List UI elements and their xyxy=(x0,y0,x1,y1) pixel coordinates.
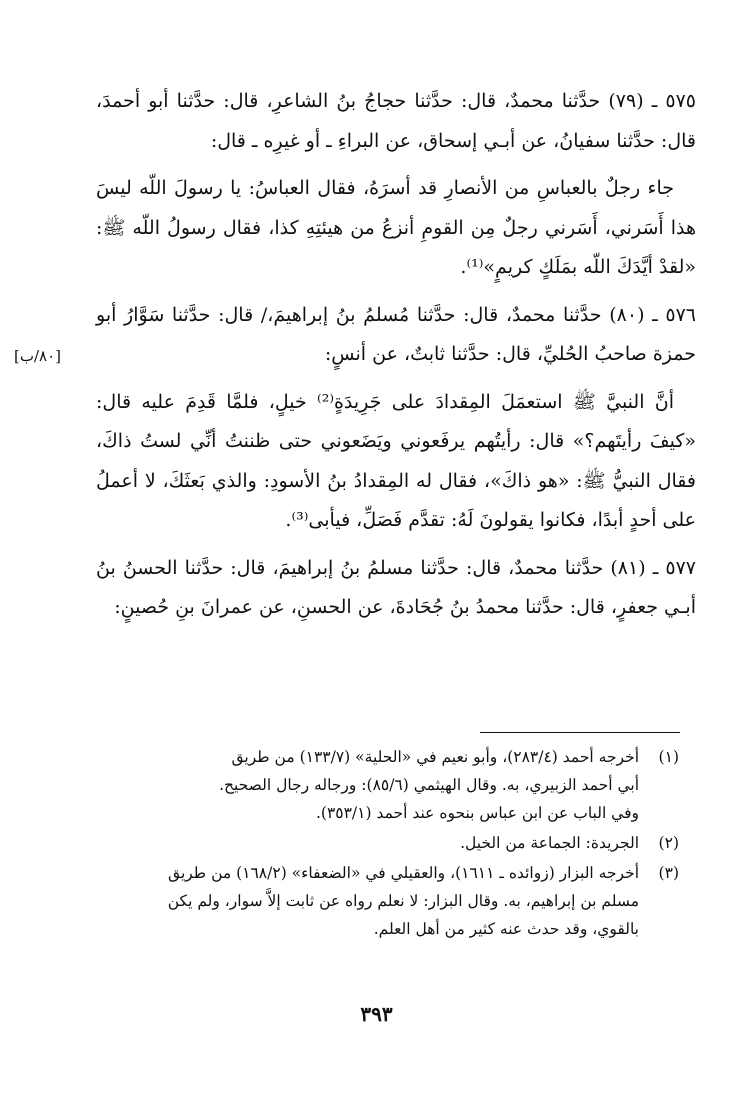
hadith-575-matn: جاء رجلٌ بالعباسِ من الأنصارِ قد أسرَهُ، فقال العباسُ: يا رسولَ اللّه ليسَ هذا أَسَرني، أَسَرني رجلٌ مِن القومِ أنزعُ من هيئتِهِ كذا، فقال رسولُ اللّه ﷺ: «لقدْ أيَّدَكَ اللّه بمَلَكٍ كريمٍ»⁽¹⁾. xyxy=(96,177,696,278)
footnote-line: أخرجه البزار (زوائده ـ ١٦١١)، والعقيلي في «الضعفاء» (١٦٨/٢) من طريق xyxy=(168,864,639,882)
footnote-number: (٢) xyxy=(658,834,679,852)
hadith-577-isnad: ٥٧٧ ـ (٨١) حدَّثنا محمدٌ، قال: حدَّثنا مسلمُ بنُ إبراهيمَ، قال: حدَّثنا الحسنُ بنُ أبـي جعفرٍ، قال: حدَّثنا محمدُ بنُ جُحَادةَ، عن الحسنِ، عن عمرانَ بنِ حُصينٍ: xyxy=(96,556,696,618)
footnote-line: مسلم بن إبراهيم، به. وقال البزار: لا نعلم رواه عن ثابت إلاَّ سوار، ولم يكن xyxy=(167,892,639,910)
footnote-line: الجريدة: الجماعة من الخيل. xyxy=(460,834,639,852)
footnote-number: (١) xyxy=(658,748,679,766)
hadith-576-isnad: ٥٧٦ ـ (٨٠) حدَّثنا محمدٌ، قال: حدَّثنا مُسلمُ بنُ إبراهيمَ،/ قال: حدَّثنا سَوَّارُ أبو حمزة صاحبُ الحُليِّ، قال: حدَّثنا ثابتٌ، عن أنسٍ: xyxy=(96,303,696,365)
footnote-line: أبي أحمد الزبيري، به. وقال الهيثمي (٨٥/٦): ورجاله رجال الصحيح. xyxy=(219,776,639,794)
page-number: ٣٩٣ xyxy=(360,1002,393,1026)
footnote-body xyxy=(96,743,639,827)
footnote xyxy=(96,859,679,943)
footnote-number: (٣) xyxy=(658,864,679,882)
footnote-line: أخرجه أحمد (٢٨٣/٤)، وأبو نعيم في «الحلية» (١٣٣/٧) من طريق xyxy=(231,748,639,766)
manuscript-folio-marker: [٨٠/ب] xyxy=(14,347,62,365)
footnote-body xyxy=(96,829,639,857)
main-text xyxy=(96,82,696,636)
hadith-575-isnad: ٥٧٥ ـ (٧٩) حدَّثنا محمدٌ، قال: حدَّثنا حجاجُ بنُ الشاعرِ، قال: حدَّثنا أبو أحمدَ، قال: حدَّثنا سفيانُ، عن أبـي إسحاق، عن البراءِ ـ أو غيرِه ـ قال: xyxy=(96,90,696,152)
footnote xyxy=(96,829,679,857)
footnotes xyxy=(96,743,679,945)
footnote-line: وفي الباب عن ابن عباس بنحوه عند أحمد (٣٥٣/١). xyxy=(315,804,639,822)
footnote-line: بالقوي، وقد حدث عنه كثير من أهل العلم. xyxy=(373,920,639,938)
footnote-divider xyxy=(480,732,680,733)
footnote xyxy=(96,743,679,827)
footnote-body xyxy=(96,859,639,943)
hadith-576-matn: أنَّ النبيَّ ﷺ استعمَلَ المِقدادَ على جَرِيدَةٍ⁽²⁾ خيلٍ، فلمَّا قَدِمَ عليه قال: «كيفَ رأيتَهم؟» قال: رأيتُهم يرفَعوني ويَضَعوني حتى ظننتُ أنِّي لستُ ذاكَ، فقال النبيُّ ﷺ: «هو ذاكَ»، فقال له المِقدادُ بنُ الأسودِ: والذي بَعثَكَ، لا أعملُ على أحدٍ أبدًا، فكانوا يقولونَ لَهُ: تقدَّم فَصَلِّ، فيأبى⁽³⁾. xyxy=(96,390,696,531)
